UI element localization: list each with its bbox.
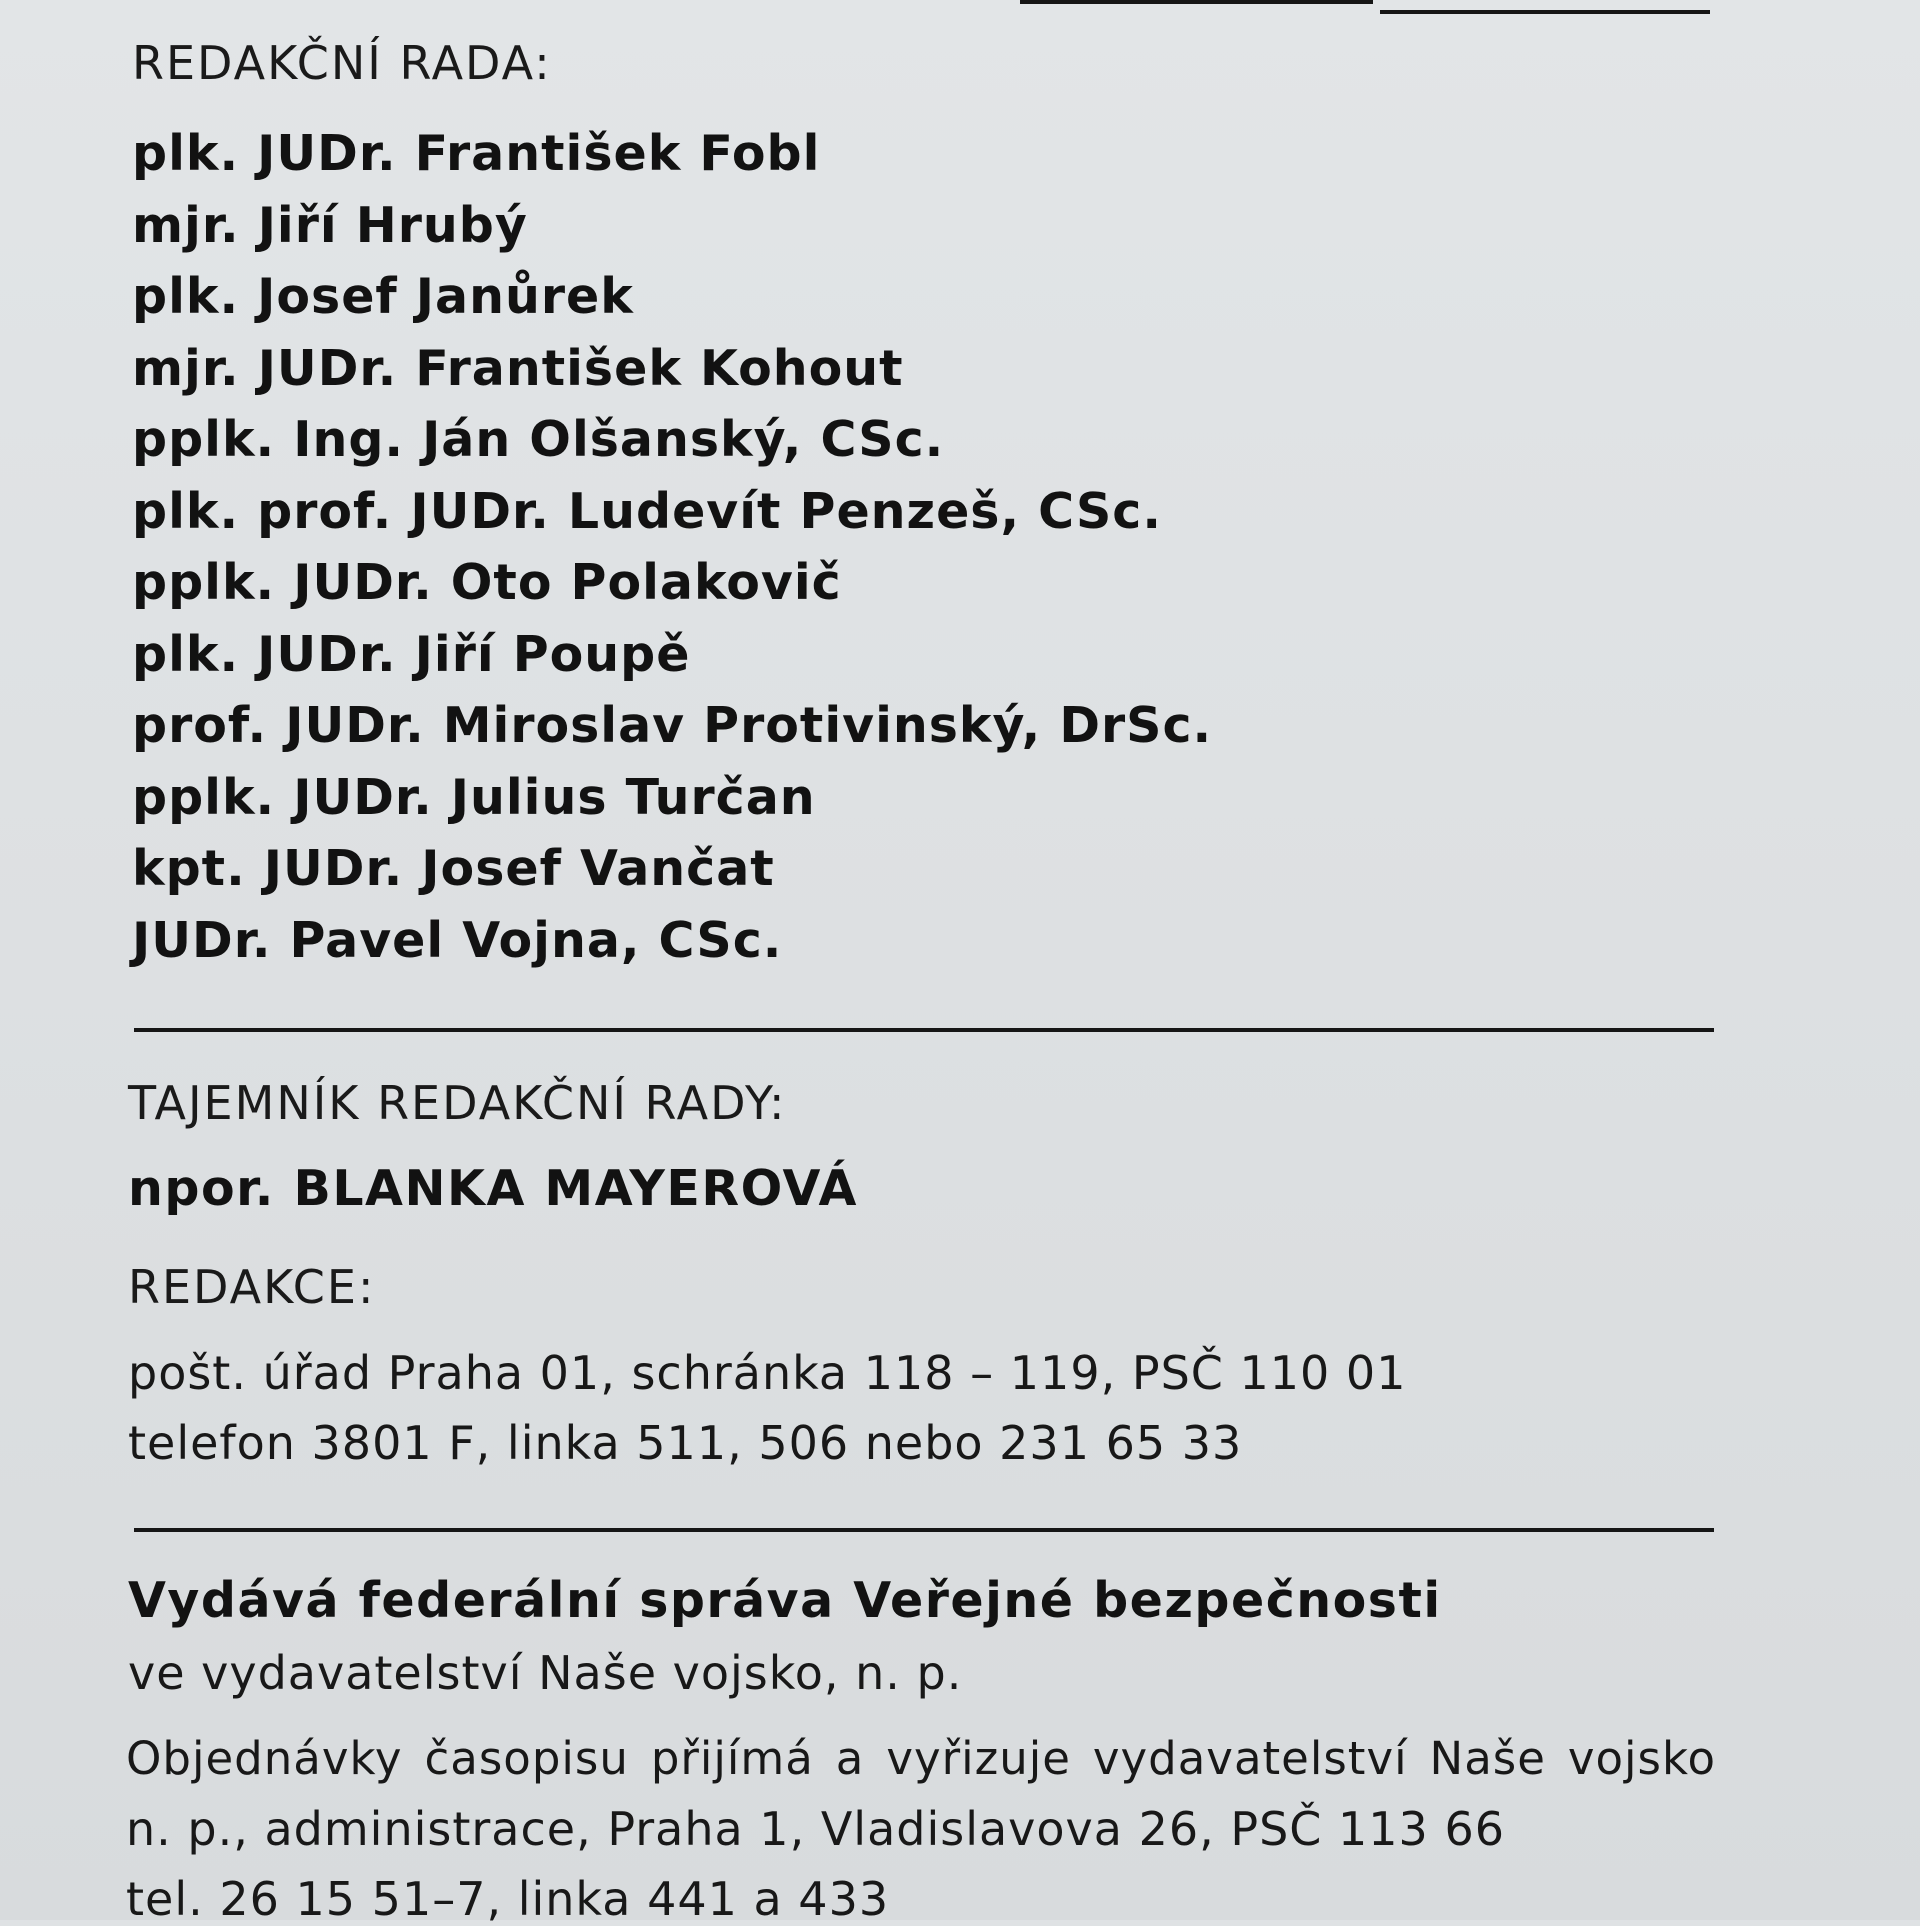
editorial-office-heading: REDAKCE: xyxy=(128,1260,376,1314)
top-divider-right xyxy=(1380,10,1710,14)
section-divider xyxy=(134,1028,1714,1032)
secretary-heading: TAJEMNÍK REDAKČNÍ RADY: xyxy=(128,1076,787,1130)
editorial-board-list xyxy=(132,118,1212,976)
editorial-office-phone: telefon 3801 F, linka 511, 506 nebo 231 65 33 xyxy=(128,1416,1243,1470)
board-member: plk. JUDr. František Fobl xyxy=(132,125,821,182)
orders-address-line: n. p., administrace, Praha 1, Vladislavova 26, PSČ 113 66 xyxy=(126,1802,1505,1856)
editorial-board-heading: REDAKČNÍ RADA: xyxy=(132,36,552,90)
orders-text-line: Objednávky časopisu přijímá a vyřizuje vydavatelství Naše vojsko xyxy=(126,1732,1716,1785)
top-divider-left xyxy=(1020,0,1373,4)
board-member: plk. prof. JUDr. Ludevít Penzeš, CSc. xyxy=(132,482,1162,540)
editorial-office-address: pošt. úřad Praha 01, schránka 118 – 119, PSČ 110 01 xyxy=(128,1346,1407,1400)
board-member: pplk. JUDr. Oto Polakovič xyxy=(132,554,842,611)
section-divider xyxy=(134,1528,1714,1532)
board-member: kpt. JUDr. Josef Vančat xyxy=(132,840,775,897)
board-member: JUDr. Pavel Vojna, CSc. xyxy=(132,911,783,969)
board-member: prof. JUDr. Miroslav Protivinský, DrSc. xyxy=(132,697,1213,754)
board-member: mjr. JUDr. František Kohout xyxy=(132,339,904,397)
secretary-name: npor. BLANKA MAYEROVÁ xyxy=(128,1160,858,1217)
board-member: pplk. JUDr. Julius Turčan xyxy=(132,768,816,826)
board-member: pplk. Ing. Ján Olšanský, CSc. xyxy=(132,411,945,468)
board-member: plk. Josef Janůrek xyxy=(132,268,634,325)
board-member: mjr. Jiří Hrubý xyxy=(132,196,528,254)
orders-phone-line: tel. 26 15 51–7, linka 441 a 433 xyxy=(126,1872,890,1926)
publisher-line: Vydává federální správa Veřejné bezpečnosti xyxy=(128,1572,1442,1629)
board-member: plk. JUDr. Jiří Poupě xyxy=(132,625,691,683)
publisher-house-line: ve vydavatelství Naše vojsko, n. p. xyxy=(128,1646,963,1700)
